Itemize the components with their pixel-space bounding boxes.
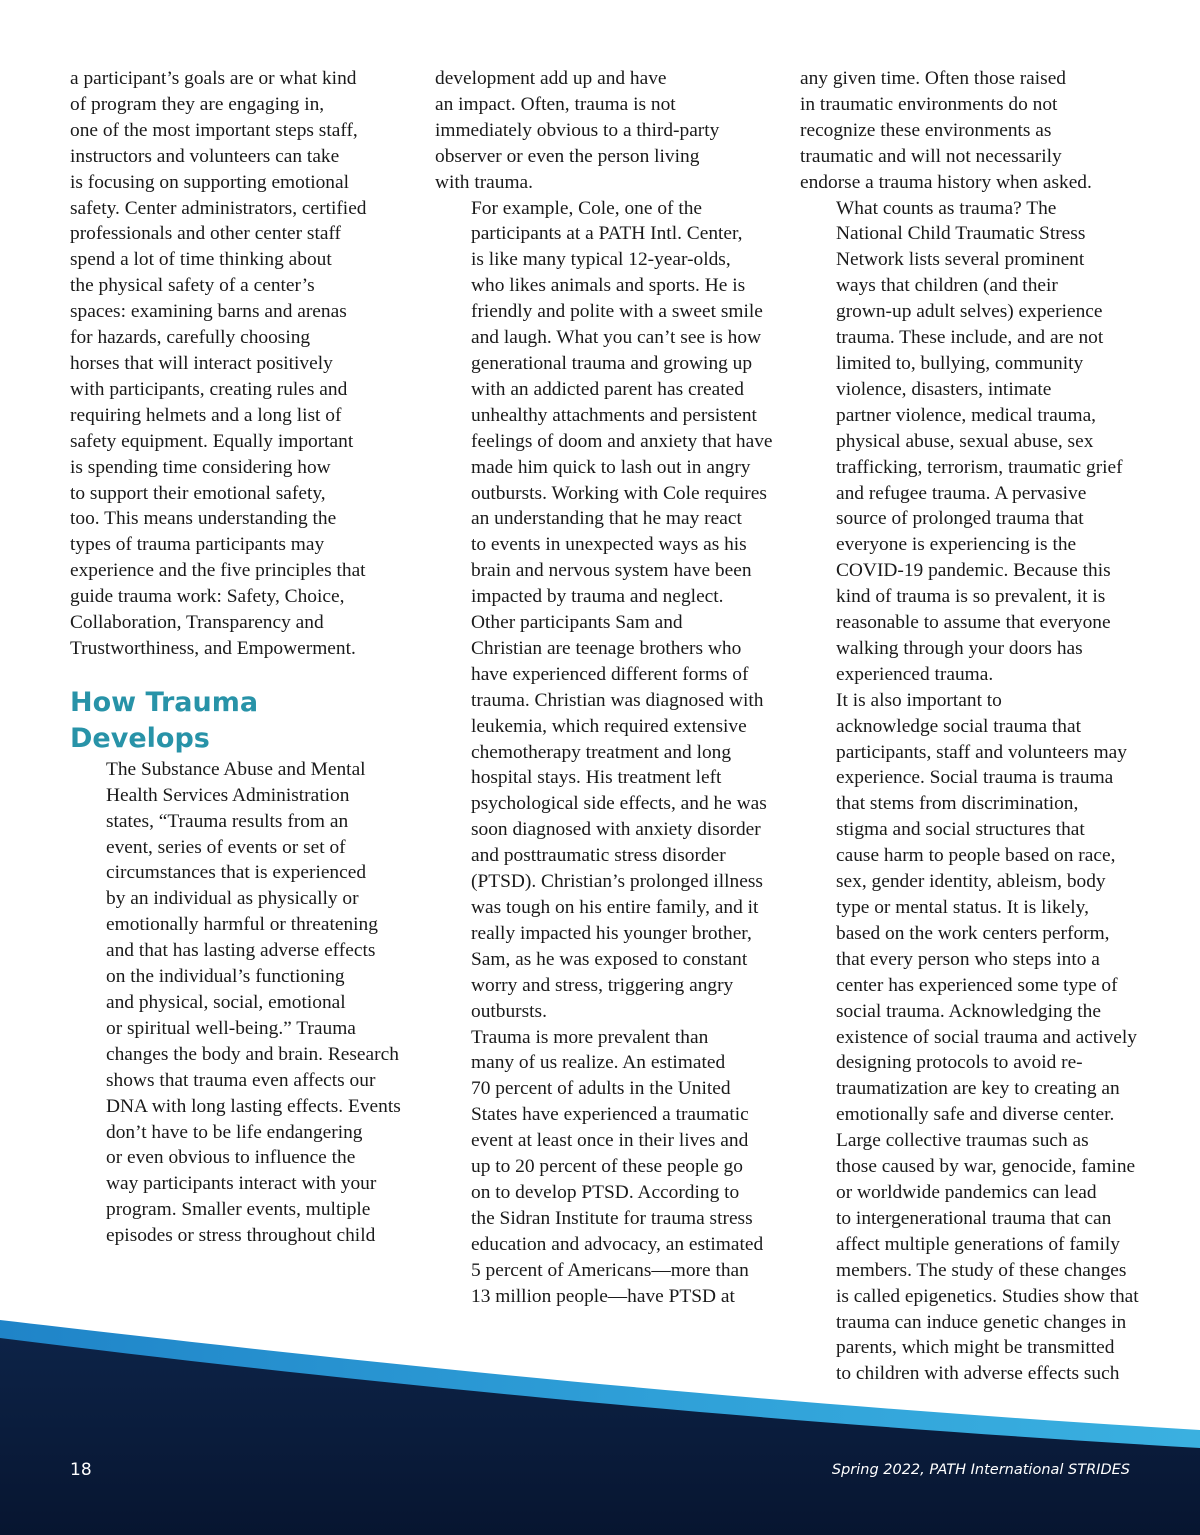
text-line: an impact. Often, trauma is not — [435, 93, 676, 115]
text-line: with participants, creating rules and — [70, 378, 348, 400]
text-line: trauma. Christian was diagnosed with — [471, 689, 764, 711]
text-line: chemotherapy treatment and long — [471, 741, 732, 763]
text-line: development add up and have — [435, 68, 667, 89]
text-line: education and advocacy, an estimated — [471, 1233, 764, 1255]
text-line: and laugh. What you can’t see is how — [471, 327, 762, 349]
text-line: professionals and other center staff — [70, 223, 342, 245]
section-heading — [70, 685, 415, 757]
text-line: ways that children (and their — [836, 275, 1058, 297]
text-line: leukemia, which required extensive — [471, 715, 747, 737]
text-line: sex, gender identity, ableism, body — [836, 871, 1106, 893]
text-line: on to develop PTSD. According to — [471, 1181, 740, 1203]
text-line: What counts as trauma? The — [836, 197, 1057, 219]
text-line: Network lists several prominent — [836, 249, 1085, 271]
text-line: many of us realize. An estimated — [471, 1052, 726, 1074]
text-line: trauma. These include, and are not — [836, 327, 1104, 349]
publication-info: Spring 2022, PATH International STRIDES — [831, 1462, 1130, 1478]
text-line: is like many typical 12-year-olds, — [471, 249, 731, 271]
text-line: partner violence, medical trauma, — [836, 404, 1097, 426]
text-line: and refugee trauma. A pervasive — [836, 482, 1087, 504]
text-line: safety equipment. Equally important — [70, 430, 354, 452]
text-line: (PTSD). Christian’s prolonged illness — [471, 871, 763, 893]
text-line: trafficking, terrorism, traumatic grief — [836, 456, 1123, 478]
text-line: spaces: examining barns and arenas — [70, 301, 347, 323]
text-line: center has experienced some type of — [836, 974, 1118, 996]
text-line: safety. Center administrators, certified — [70, 197, 367, 219]
text-line: soon diagnosed with anxiety disorder — [471, 819, 761, 841]
text-line: endorse a trauma history when asked. — [800, 171, 1092, 193]
text-line: for hazards, carefully choosing — [70, 327, 311, 349]
text-line: designing protocols to avoid re- — [836, 1052, 1083, 1074]
text-line: is spending time considering how — [70, 456, 331, 478]
text-line: outbursts. — [471, 1000, 547, 1022]
text-line: hospital stays. His treatment left — [471, 767, 722, 789]
footer-wave-graphic — [0, 1290, 1200, 1535]
text-line: episodes or stress throughout child — [106, 1225, 376, 1247]
text-line: For example, Cole, one of the — [471, 197, 703, 219]
text-line: Other participants Sam and — [471, 612, 683, 634]
text-line: Sam, as he was exposed to constant — [471, 948, 748, 970]
text-line: to children with adverse effects such — [836, 1363, 1120, 1385]
text-line: experience and the five principles that — [70, 560, 366, 582]
text-line: kind of trauma is so prevalent, it is — [836, 586, 1106, 608]
text-line: 5 percent of Americans—more than — [471, 1259, 749, 1281]
text-line: Collaboration, Transparency and — [70, 612, 324, 634]
text-line: event at least once in their lives and — [471, 1130, 749, 1152]
text-line: or spiritual well-being.” Trauma — [106, 1017, 356, 1039]
text-line: states, “Trauma results from an — [106, 810, 349, 832]
text-line: social trauma. Acknowledging the — [836, 1000, 1101, 1022]
text-line: was tough on his entire family, and it — [471, 897, 759, 918]
text-line: Trustworthiness, and Empowerment. — [70, 637, 356, 659]
text-line: parents, which might be transmitted — [836, 1337, 1115, 1359]
text-line: experience. Social trauma is trauma — [836, 767, 1114, 789]
paragraph — [435, 66, 780, 196]
text-line: program. Smaller events, multiple — [106, 1199, 371, 1221]
text-line: or even obvious to influence the — [106, 1147, 356, 1169]
text-line: way participants interact with your — [106, 1173, 377, 1195]
text-line: acknowledge social trauma that — [836, 715, 1081, 737]
text-line: affect multiple generations of family — [836, 1233, 1120, 1255]
text-line: Large collective traumas such as — [836, 1130, 1089, 1152]
text-line: and that has lasting adverse effects — [106, 940, 376, 962]
text-line: impacted by trauma and neglect. — [471, 586, 724, 608]
text-line: one of the most important steps staff, — [70, 119, 358, 141]
text-line: of program they are engaging in, — [70, 93, 325, 115]
text-line: traumatic and will not necessarily — [800, 145, 1062, 167]
text-line: types of trauma participants may — [70, 534, 325, 556]
text-line: COVID-19 pandemic. Because this — [836, 560, 1111, 582]
text-line: traumatization are key to creating an — [836, 1078, 1120, 1100]
text-line: National Child Traumatic Stress — [836, 223, 1086, 245]
text-line: who likes animals and sports. He is — [471, 275, 746, 297]
page-number: 18 — [70, 1460, 92, 1480]
text-line: in traumatic environments do not — [800, 93, 1058, 115]
text-line: limited to, bullying, community — [836, 352, 1084, 374]
text-line: experienced trauma. — [836, 663, 994, 685]
text-line: reasonable to assume that everyone — [836, 612, 1111, 634]
text-line: psychological side effects, and he was — [471, 793, 767, 815]
paragraph — [800, 688, 1145, 1128]
paragraph — [435, 196, 780, 611]
text-line: that every person who steps into a — [836, 948, 1100, 970]
text-line: is called epigenetics. Studies show that — [836, 1285, 1139, 1307]
text-line: guide trauma work: Safety, Choice, — [70, 586, 345, 608]
text-line: recognize these environments as — [800, 119, 1052, 141]
text-line: and posttraumatic stress disorder — [471, 845, 726, 867]
text-line: source of prolonged trauma that — [836, 508, 1084, 530]
text-line: to intergenerational trauma that can — [836, 1207, 1112, 1229]
paragraph — [435, 610, 780, 1025]
text-line: the physical safety of a center’s — [70, 275, 315, 297]
text-line: How Trauma — [70, 686, 259, 718]
paragraph — [70, 66, 415, 662]
text-line: with trauma. — [435, 171, 534, 193]
text-line: emotionally harmful or threatening — [106, 914, 378, 936]
text-line: to events in unexpected ways as his — [471, 534, 747, 556]
text-line: a participant’s goals are or what kind — [70, 68, 357, 89]
text-line: feelings of doom and anxiety that have — [471, 430, 773, 452]
text-line: the Sidran Institute for trauma stress — [471, 1207, 753, 1229]
text-line: shows that trauma even affects our — [106, 1069, 376, 1091]
text-line: emotionally safe and diverse center. — [836, 1104, 1115, 1126]
text-line: is focusing on supporting emotional — [70, 171, 349, 193]
text-line: The Substance Abuse and Mental — [106, 758, 366, 780]
text-column-1 — [70, 66, 415, 1249]
text-line: unhealthy attachments and persistent — [471, 404, 757, 426]
text-line: generational trauma and growing up — [471, 352, 753, 374]
text-column-3 — [800, 66, 1145, 1387]
text-line: outbursts. Working with Cole requires — [471, 482, 767, 504]
text-line: worry and stress, triggering angry — [471, 974, 734, 996]
text-line: immediately obvious to a third-party — [435, 119, 720, 141]
text-line: instructors and volunteers can take — [70, 145, 340, 167]
text-line: grown-up adult selves) experience — [836, 301, 1103, 323]
text-line: everyone is experiencing is the — [836, 534, 1077, 556]
text-line: walking through your doors has — [836, 637, 1083, 659]
text-line: cause harm to people based on race, — [836, 845, 1116, 867]
text-line: participants, staff and volunteers may — [836, 741, 1127, 763]
text-line: trauma can induce genetic changes in — [836, 1311, 1127, 1333]
text-line: 13 million people—have PTSD at — [471, 1285, 735, 1307]
text-line: Christian are teenage brothers who — [471, 637, 742, 659]
text-line: based on the work centers perform, — [836, 922, 1110, 944]
paragraph — [435, 1025, 780, 1310]
text-line: brain and nervous system have been — [471, 560, 752, 582]
text-line: really impacted his younger brother, — [471, 922, 752, 944]
text-line: members. The study of these changes — [836, 1259, 1127, 1281]
text-line: too. This means understanding the — [70, 508, 337, 530]
text-line: with an addicted parent has created — [471, 378, 744, 400]
text-line: an understanding that he may react — [471, 508, 742, 530]
text-line: Trauma is more prevalent than — [471, 1026, 709, 1048]
text-line: physical abuse, sexual abuse, sex — [836, 430, 1094, 452]
text-line: It is also important to — [836, 689, 1002, 711]
text-line: circumstances that is experienced — [106, 862, 367, 884]
text-line: made him quick to lash out in angry — [471, 456, 751, 478]
text-line: Develops — [70, 722, 210, 754]
text-line: observer or even the person living — [435, 145, 700, 167]
text-line: violence, disasters, intimate — [836, 378, 1052, 400]
text-line: event, series of events or set of — [106, 836, 346, 858]
paragraph — [800, 196, 1145, 688]
text-line: 70 percent of adults in the United — [471, 1078, 731, 1100]
paragraph — [70, 757, 415, 1249]
text-line: requiring helmets and a long list of — [70, 404, 342, 426]
text-line: to support their emotional safety, — [70, 482, 326, 504]
text-line: up to 20 percent of these people go — [471, 1156, 743, 1178]
text-line: and physical, social, emotional — [106, 992, 346, 1013]
text-line: States have experienced a traumatic — [471, 1104, 749, 1126]
text-line: DNA with long lasting effects. Events — [106, 1095, 401, 1117]
text-line: type or mental status. It is likely, — [836, 897, 1089, 918]
text-line: by an individual as physically or — [106, 888, 359, 910]
text-line: changes the body and brain. Research — [106, 1043, 399, 1065]
text-line: stigma and social structures that — [836, 819, 1085, 841]
text-line: those caused by war, genocide, famine — [836, 1156, 1136, 1178]
text-line: or worldwide pandemics can lead — [836, 1181, 1097, 1203]
text-column-2 — [435, 66, 780, 1310]
text-line: existence of social trauma and actively — [836, 1026, 1137, 1048]
paragraph — [800, 66, 1145, 196]
text-line: participants at a PATH Intl. Center, — [471, 223, 743, 245]
text-line: have experienced different forms of — [471, 663, 749, 685]
text-line: Health Services Administration — [106, 784, 350, 806]
text-line: any given time. Often those raised — [800, 68, 1067, 89]
text-line: that stems from discrimination, — [836, 793, 1079, 815]
text-line: friendly and polite with a sweet smile — [471, 301, 763, 323]
text-line: horses that will interact positively — [70, 352, 333, 374]
text-line: spend a lot of time thinking about — [70, 249, 332, 271]
text-line: on the individual’s functioning — [106, 966, 345, 988]
text-line: don’t have to be life endangering — [106, 1121, 363, 1143]
